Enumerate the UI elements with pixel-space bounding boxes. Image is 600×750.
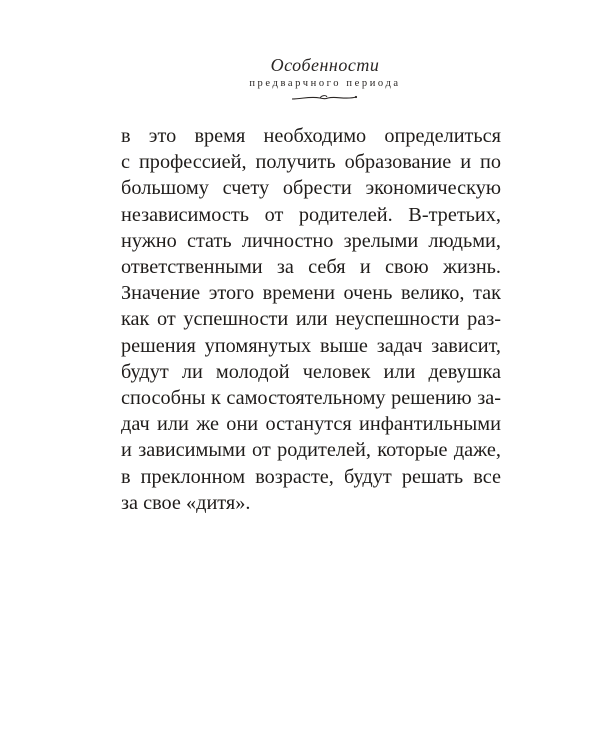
body-line-8: как от успешности или неуспешности раз-: [121, 308, 501, 331]
body-line-12: дач или же они останутся инфантильными: [121, 413, 501, 436]
body-line-7: Значение этого времени очень велико, так: [121, 282, 501, 305]
body-line-10: будут ли молодой человек или девушка: [121, 360, 501, 383]
flourish-ornament-icon: [290, 93, 360, 103]
body-line-3: большому счету обрести экономическую: [121, 177, 501, 200]
header-title: Особенности: [270, 55, 380, 75]
body-line-2: с профессией, получить образование и по: [121, 151, 501, 174]
body-line-1: в это время необходимо определиться: [121, 125, 501, 147]
body-line-9: решения упомянутых выше задач зависит,: [121, 334, 501, 357]
body-line-14: в преклонном возрасте, будут решать все: [121, 465, 501, 488]
body-line-15: за свое «дитя».: [121, 491, 251, 514]
body-text: [121, 123, 501, 516]
body-line-4: независимость от родителей. В-третьих,: [121, 203, 501, 226]
body-line-11: способны к самостоятельному решению за-: [121, 387, 501, 410]
body-line-13: и зависимыми от родителей, которые даже,: [121, 439, 501, 462]
body-line-6: ответственными за себя и свою жизнь.: [121, 256, 501, 279]
header-subtitle: предварчного периода: [249, 78, 401, 89]
running-header: [0, 54, 600, 103]
body-line-5: нужно стать личностно зрелыми людьми,: [121, 229, 501, 252]
